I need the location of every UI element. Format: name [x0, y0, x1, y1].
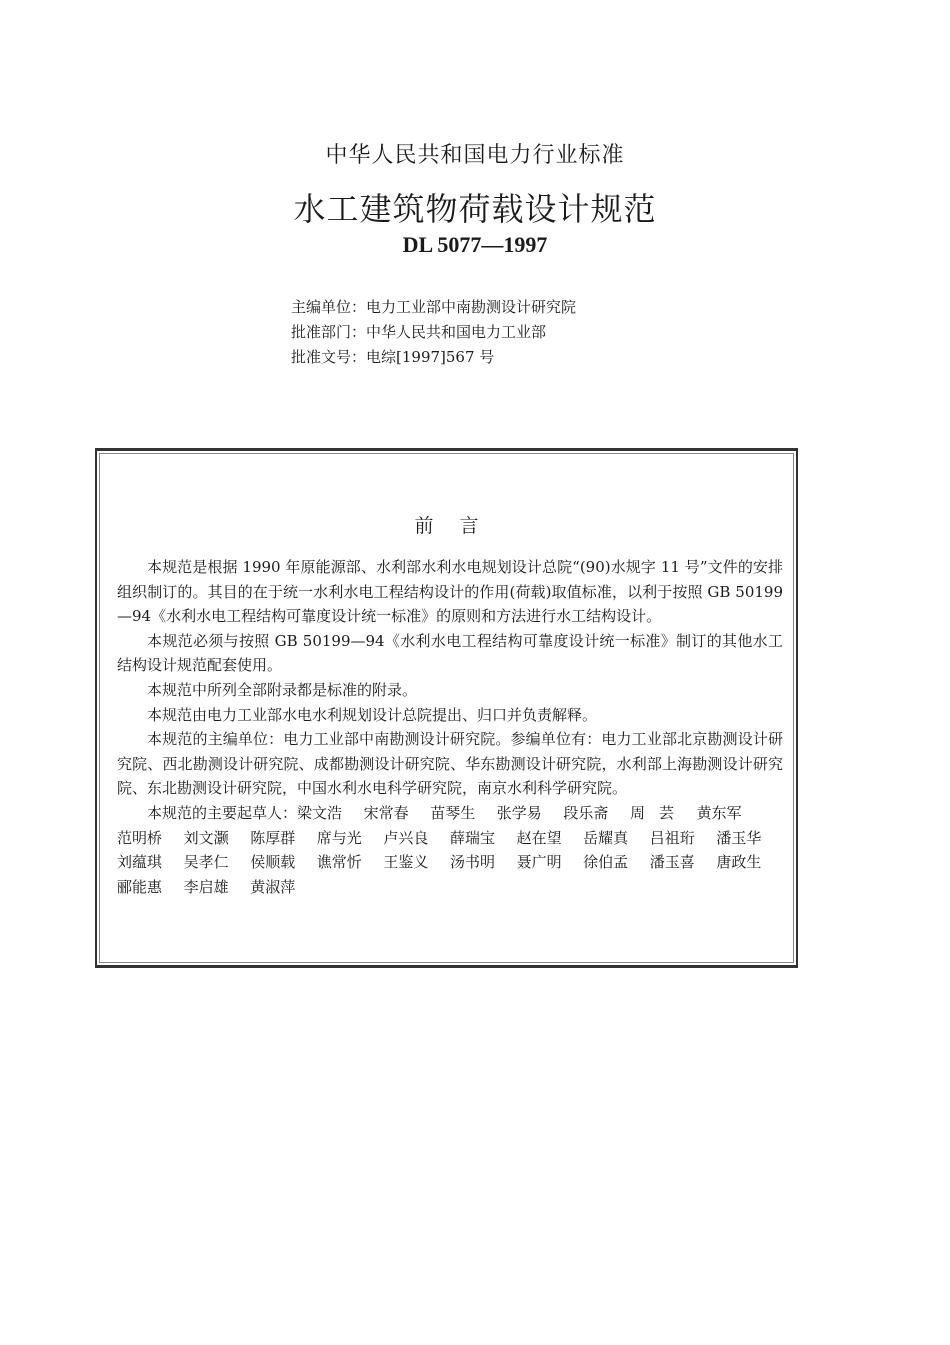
drafter-name: 聂广明: [516, 853, 562, 872]
drafter-name: 潘玉华: [716, 828, 762, 847]
standard-code: DL 5077—1997: [402, 232, 548, 257]
drafter-name: 岳耀真: [583, 828, 629, 847]
preface-paragraph: 本规范由电力工业部水电水利规划设计总院提出、归口并负责解释。: [147, 705, 598, 724]
drafter-name: 苗琴生: [430, 803, 476, 822]
drafter-name: 谯常忻: [316, 853, 362, 872]
drafter-name: 梁文浩: [297, 803, 343, 822]
drafter-name: 范明桥: [117, 828, 163, 847]
standard-category: 中华人民共和国电力行业标准: [325, 143, 625, 168]
drafter-name: 唐政生: [716, 853, 762, 872]
approving-department: 批准部门：中华人民共和国电力工业部: [291, 323, 547, 341]
drafter-name: 吕祖珩: [649, 828, 695, 847]
preface-paragraph: 本规范中所列全部附录都是标准的附录。: [147, 680, 418, 699]
publication-info: [291, 295, 576, 370]
drafter-name: 席与光: [316, 828, 362, 847]
preface-paragraph: 本规范必须与按照 GB 50199—94《水利水电工程结构可靠度设计统一标准》制订的其他水工结构设计规范配套使用。: [117, 631, 783, 675]
drafter-name: 段乐斋: [563, 803, 609, 822]
drafter-name: 陈厚群: [250, 828, 296, 847]
drafter-name: 刘蕴琪: [117, 853, 163, 872]
approval-document-number: 批准文号：电综[1997]567 号: [291, 348, 495, 366]
drafter-name: 汤书明: [449, 853, 495, 872]
drafter-name: 张学易: [496, 803, 542, 822]
drafter-name: 卢兴良: [383, 828, 429, 847]
preface-paragraph: 本规范的主编单位：电力工业部中南勘测设计研究院。参编单位有：电力工业部北京勘测设计研究院、西北勘测设计研究院、成都勘测设计研究院、华东勘测设计研究院，水利部上海勘测设计研究院、东北勘测设计研究院，中国水利水电科学研究院，南京水利科学研究院。: [117, 730, 783, 798]
drafter-name: 侯顺载: [250, 853, 296, 872]
drafter-name: 潘玉喜: [649, 853, 695, 872]
drafter-name: 王鉴义: [383, 853, 429, 872]
drafter-name: 李启雄: [183, 877, 229, 896]
drafter-name: 周芸: [629, 803, 688, 822]
standard-title: 水工建筑物荷载设计规范: [293, 190, 657, 228]
drafter-name: 黄东军: [696, 803, 742, 822]
preface-paragraph: 本规范是根据 1990 年原能源部、水利部水利水电规划设计总院“(90)水规字 11 号”文件的安排组织制订的。其目的在于统一水利水电工程结构设计的作用(荷载)取值标准，以利于按照 GB 50199—94《水利水电工程结构可靠度设计统一标准》的原则和方法进行水工结构设计。: [117, 558, 783, 626]
drafter-name: 吴孝仁: [183, 853, 229, 872]
preface-frame: [95, 448, 798, 968]
chief-editor-unit: 主编单位：电力工业部中南勘测设计研究院: [291, 298, 577, 316]
drafter-name: 薛瑞宝: [449, 828, 495, 847]
preface-body: [117, 555, 783, 899]
drafter-name: 黄淑萍: [250, 877, 296, 896]
drafter-name: 宋常春: [363, 803, 409, 822]
preface-heading: 前言: [414, 515, 505, 537]
drafters-lead: 本规范的主要起草人：: [147, 803, 298, 822]
drafter-name: 刘文灏: [183, 828, 229, 847]
drafter-name: 郦能惠: [117, 877, 163, 896]
drafter-name: 赵在望: [516, 828, 562, 847]
drafter-name: 徐伯孟: [583, 853, 629, 872]
drafters-list: [117, 801, 783, 899]
